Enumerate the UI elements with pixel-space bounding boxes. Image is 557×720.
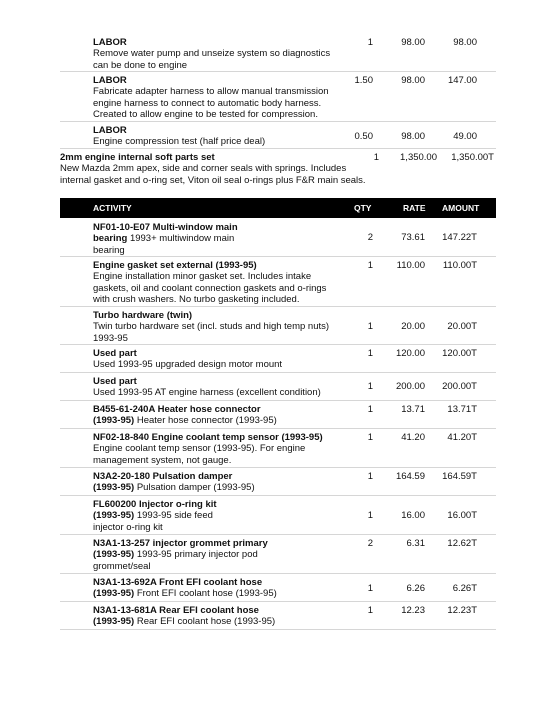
line-item-description	[93, 605, 353, 628]
line-item-text: Front EFI coolant hose (1993-95)	[136, 588, 277, 600]
line-item-title: Turbo hardware (twin)	[93, 310, 193, 321]
line-item-description	[93, 348, 353, 371]
line-item-description	[93, 376, 353, 399]
line-item-title: (1993-95)	[93, 549, 135, 561]
qty-cell: 1	[367, 381, 373, 392]
line-item-text: gaskets, oil and coolant connection gaskets and o-rings	[93, 282, 327, 294]
line-item-title: (1993-95)	[93, 415, 135, 427]
row-divider	[60, 467, 496, 468]
qty-cell: 1	[367, 583, 373, 594]
line-item-text: Pulsation damper (1993-95)	[136, 482, 255, 494]
qty-cell: 1	[367, 260, 373, 271]
line-item-text: 1993-95 primary injector pod	[136, 549, 258, 561]
rate-cell: 98.00	[401, 75, 425, 86]
line-item-text: Heater hose connector (1993-95)	[136, 415, 277, 427]
line-item-text: Used 1993-95 AT engine harness (excellent condition)	[93, 387, 321, 399]
line-item-description	[93, 471, 353, 494]
line-item-title: (1993-95)	[93, 588, 135, 600]
amount-cell: 164.59T	[442, 471, 477, 482]
line-item-title: NF01-10-E07 Multi-window main	[93, 222, 238, 233]
line-item-description	[93, 75, 353, 121]
row-divider	[60, 344, 496, 345]
amount-cell: 12.62T	[447, 538, 477, 549]
line-item-text: Twin turbo hardware set (incl. studs and high temp nuts)	[93, 321, 330, 333]
row-divider	[60, 121, 496, 122]
amount-cell: 147.00	[447, 75, 477, 86]
line-item-description	[93, 222, 353, 256]
amount-cell: 98.00	[453, 37, 477, 48]
qty-cell: 1	[367, 348, 373, 359]
rate-cell: 16.00	[401, 510, 425, 521]
line-item-text: bearing	[93, 244, 125, 256]
qty-cell: 1	[367, 471, 373, 482]
amount-cell: 49.00	[453, 131, 477, 142]
row-divider	[60, 71, 496, 72]
line-item-title: N3A1-13-681A Rear EFI coolant hose	[93, 605, 259, 616]
kit-text: internal gasket and o-ring set, Viton oil seal o-rings plus F&R main seals.	[60, 174, 366, 186]
qty-cell: 1	[367, 37, 373, 48]
table-header	[60, 198, 496, 218]
qty-cell: 1	[367, 605, 373, 616]
amount-cell: 12.23T	[447, 605, 477, 616]
row-divider	[60, 256, 496, 257]
line-item-text: 1993+ multiwindow main	[129, 233, 235, 245]
line-item-text: can be done to engine	[93, 59, 188, 71]
line-item-text: with crush washers. No turbo gasketing included.	[93, 294, 300, 306]
line-item-text: Engine installation minor gasket set. Includes intake	[93, 271, 312, 283]
line-item-description	[93, 404, 353, 427]
amount-cell: 120.00T	[442, 348, 477, 359]
line-item-title: LABOR	[93, 75, 127, 86]
line-item-text: management system, not gauge.	[93, 454, 232, 466]
line-item-title: Used part	[93, 376, 137, 387]
row-divider	[60, 428, 496, 429]
line-item-text: Used 1993-95 upgraded design motor mount	[93, 359, 283, 371]
line-item-text: Created to allow engine to be tested for compression.	[93, 109, 318, 121]
row-divider	[60, 601, 496, 602]
line-item-title: LABOR	[93, 37, 127, 48]
line-item-title: (1993-95)	[93, 510, 135, 522]
line-item-description	[93, 37, 353, 71]
line-item-title: (1993-95)	[93, 616, 135, 628]
amount-cell: 41.20T	[447, 432, 477, 443]
line-item-title: B455-61-240A Heater hose connector	[93, 404, 261, 415]
rate-cell: 20.00	[401, 321, 425, 332]
rate-cell: 41.20	[401, 432, 425, 443]
line-item-description	[93, 538, 353, 572]
line-item-description	[93, 432, 353, 466]
line-item-description	[93, 310, 353, 344]
qty-cell: 2	[367, 538, 373, 549]
qty-cell: 0.50	[354, 131, 373, 142]
line-item-text: Rear EFI coolant hose (1993-95)	[136, 616, 276, 628]
amount-cell: 1,350.00T	[451, 152, 494, 163]
rate-cell: 12.23	[401, 605, 425, 616]
rate-cell: 110.00	[396, 260, 425, 271]
qty-cell: 1.50	[354, 75, 373, 86]
row-divider	[60, 573, 496, 574]
line-item-text: 1993-95	[93, 332, 128, 344]
kit-description	[60, 152, 390, 186]
row-divider	[60, 306, 496, 307]
line-item-title: NF02-18-840 Engine coolant temp sensor (1993-95)	[93, 432, 323, 443]
line-item-text: Remove water pump and unseize system so diagnostics	[93, 48, 331, 60]
line-item-description	[93, 125, 353, 148]
line-item-title: FL600200 Injector o-ring kit	[93, 499, 217, 510]
row-divider	[60, 495, 496, 496]
line-item-text: engine harness to connect to automatic body harness.	[93, 97, 322, 109]
qty-cell: 1	[367, 321, 373, 332]
line-item-description	[93, 577, 353, 600]
line-item-text: Engine coolant temp sensor (1993-95). For engine	[93, 443, 306, 455]
header-qty: QTY	[354, 203, 372, 213]
line-item-title: (1993-95)	[93, 482, 135, 494]
line-item-text: Engine compression test (half price deal)	[93, 136, 266, 148]
line-item-text: injector o-ring kit	[93, 521, 163, 533]
line-item-title: N3A1-13-257 injector grommet primary	[93, 538, 268, 549]
amount-cell: 20.00T	[447, 321, 477, 332]
qty-cell: 1	[367, 510, 373, 521]
row-divider	[60, 629, 496, 630]
rate-cell: 6.26	[406, 583, 425, 594]
amount-cell: 147.22T	[442, 232, 477, 243]
amount-cell: 200.00T	[442, 381, 477, 392]
line-item-title: LABOR	[93, 125, 127, 136]
header-amount: AMOUNT	[442, 203, 480, 213]
rate-cell: 120.00	[395, 348, 425, 359]
qty-cell: 2	[367, 232, 373, 243]
line-item-title: N3A2-20-180 Pulsation damper	[93, 471, 233, 482]
header-rate: RATE	[403, 203, 426, 213]
line-item-text: Fabricate adapter harness to allow manual transmission	[93, 86, 329, 98]
row-divider	[60, 148, 496, 149]
rate-cell: 200.00	[395, 381, 425, 392]
header-activity: ACTIVITY	[93, 203, 132, 213]
amount-cell: 16.00T	[447, 510, 477, 521]
rate-cell: 98.00	[401, 37, 425, 48]
rate-cell: 13.71	[401, 404, 425, 415]
kit-title: 2mm engine internal soft parts set	[60, 152, 215, 163]
rate-cell: 6.31	[406, 538, 425, 549]
line-item-description	[93, 260, 353, 306]
line-item-title: N3A1-13-692A Front EFI coolant hose	[93, 577, 263, 588]
amount-cell: 6.26T	[452, 583, 477, 594]
line-item-description	[93, 499, 353, 533]
row-divider	[60, 400, 496, 401]
kit-text: New Mazda 2mm apex, side and corner seals with springs. Includes	[60, 163, 347, 175]
qty-cell: 1	[367, 432, 373, 443]
line-item-title: bearing	[93, 233, 128, 245]
qty-cell: 1	[373, 152, 379, 163]
rate-cell: 164.59	[395, 471, 425, 482]
rate-cell: 1,350.00	[400, 152, 437, 163]
qty-cell: 1	[367, 404, 373, 415]
line-item-text: grommet/seal	[93, 560, 151, 572]
line-item-text: 1993-95 side feed	[136, 510, 213, 522]
line-item-title: Used part	[93, 348, 137, 359]
row-divider	[60, 534, 496, 535]
line-item-title: Engine gasket set external (1993-95)	[93, 260, 257, 271]
row-divider	[60, 372, 496, 373]
rate-cell: 98.00	[401, 131, 425, 142]
amount-cell: 13.71T	[447, 404, 477, 415]
amount-cell: 110.00T	[442, 260, 477, 271]
rate-cell: 73.61	[401, 232, 425, 243]
